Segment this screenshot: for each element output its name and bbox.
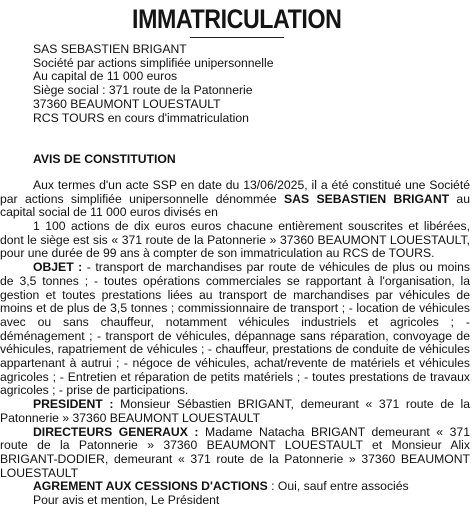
president-text: Monsieur Sébastien BRIGANT, demeurant « 371 route de la Patonnerie » 37360 BEAUMONT LOUESTAULT [0,397,470,425]
company-capital: Au capital de 11 000 euros [33,69,178,84]
company-city: 37360 BEAUMONT LOUESTAULT [33,96,221,111]
directors-text: Madame Natacha BRIGANT demeurant « 371 route de la Patonnerie » 37360 BEAUMONT LOUESTAULT et Monsieur Alix BRIGANT-DODIER, demeurant « 371 route de la Patonnerie » 37360 BEAUMONT LOUESTAULT [0,424,470,480]
company-form: Société par actions simplifiée unipersonnelle [33,55,274,70]
object-label: OBJET : [33,260,83,275]
company-block [0,43,473,125]
shares-paragraph [0,220,470,261]
intro-paragraph [0,179,470,220]
object-paragraph [0,261,470,398]
intro-text-before: Aux termes d'un acte SSP en date du 13/06/2025, il a été constitué une Société par actions simplifiée unipersonnelle dénommée [0,177,470,206]
intro-text-after: au capital social de 11 000 euros divisés en [0,191,470,220]
transfer-text: : Oui, sauf entre associés [267,479,409,494]
object-text: - transport de marchandises par route de véhicules de plus ou moins de 3,5 tonnes ; - toutes opérations commerciales se rapportant à l'organisation, la gestion et toutes prestations liées au transport de marchandises par véhicules de moins et de plus de 3,5 tonnes ; commissionnaire de transport ; - location de véhicules avec ou sans chauffeur, notamment véhicules industriels et agricoles ; - déménagement ; - transport de véhicules, dépannage sans réparation, convoyage de véhicules, rapatriement de véhicules ; - chauffeur, prestations de conduite de véhicules appartenant à autrui ; - négoce de véhicules, achat/revente de matériels et véhicules agricoles ; - Entretien et réparation de petits matériels ; - toutes prestations de travaux agricoles ; - prise de participations. [0,260,471,398]
company-name: SAS SEBASTIEN BRIGANT [33,42,187,56]
closing-line: Pour avis et mention, Le Président [33,493,220,508]
title-underline [190,37,284,38]
directors-label: DIRECTEURS GENERAUX : [33,424,199,439]
company-seat: Siège social : 371 route de la Patonnerie [33,83,253,98]
notice-body [0,179,473,508]
page-title: IMMATRICULATION [131,4,342,34]
directors-paragraph [0,426,470,481]
shares-text: 1 100 actions de dix euros euros chacune entièrement souscrites et libérées, dont le siège est sis « 371 route de la Patonnerie » 37360 BEAUMONT LOUESTAULT, pour une durée de 99 ans à compter de son immatriculation au RCS de TOURS. [0,219,470,261]
masthead [0,2,473,36]
transfer-label: AGREMENT AUX CESSIONS D'ACTIONS [33,479,268,494]
transfer-paragraph [0,480,470,494]
section-heading: AVIS DE CONSTITUTION [33,152,176,167]
president-label: PRESIDENT : [33,397,114,412]
president-paragraph [0,398,470,425]
company-denomination: SAS SEBASTIEN BRIGANT [284,191,450,206]
notice-content [0,43,473,508]
company-rcs: RCS TOURS en cours d'immatriculation [33,110,249,125]
